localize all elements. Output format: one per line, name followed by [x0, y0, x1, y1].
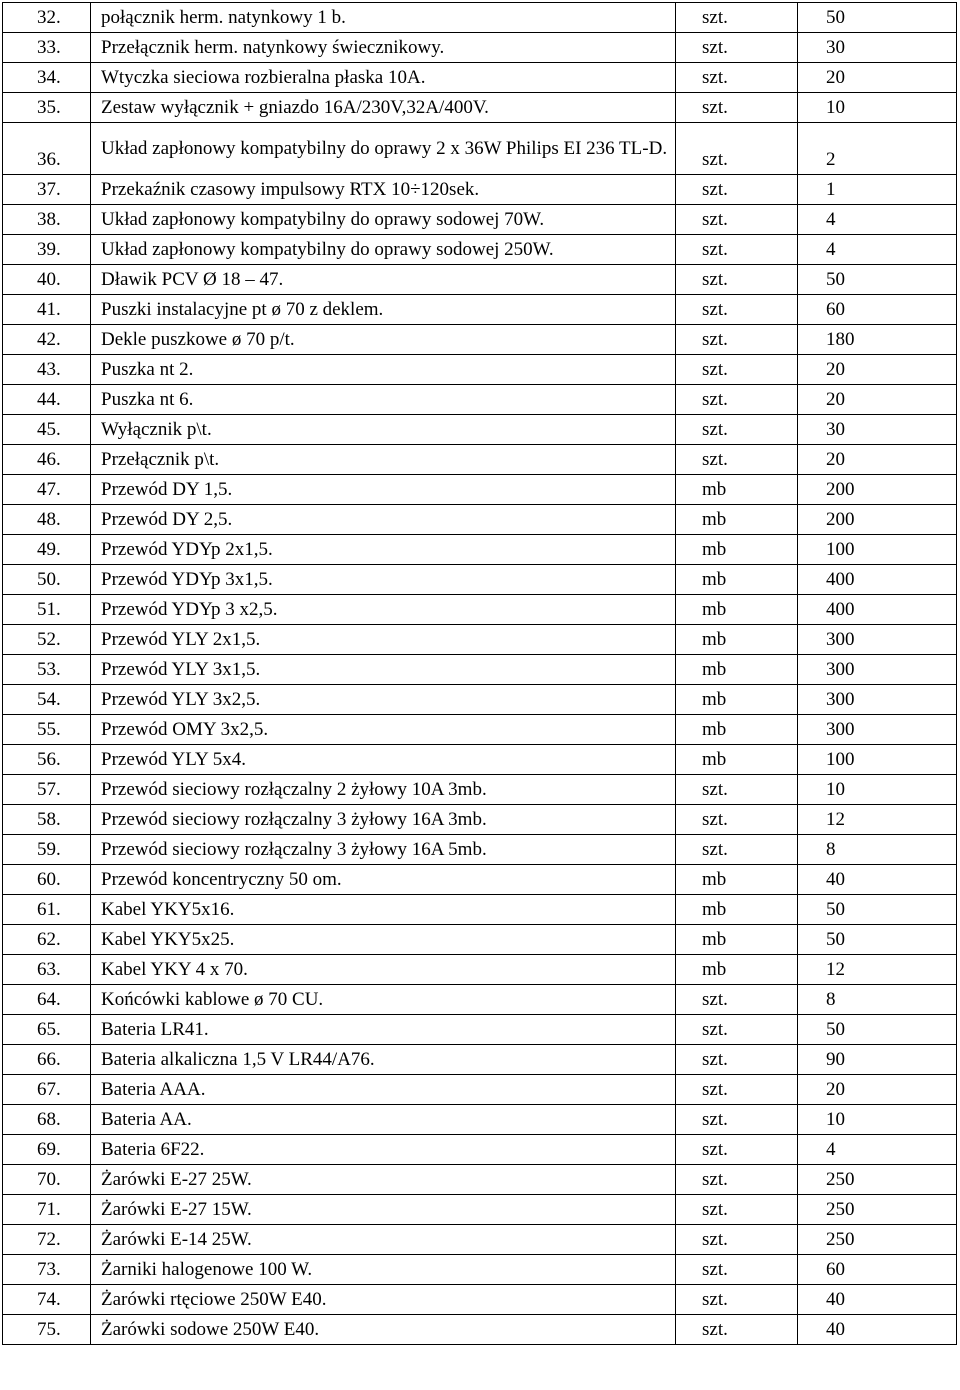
- item-quantity: 400: [798, 595, 957, 625]
- row-number: 47.: [3, 475, 91, 505]
- item-name: Układ zapłonowy kompatybilny do oprawy sodowej 70W.: [91, 205, 676, 235]
- item-quantity: 4: [798, 235, 957, 265]
- item-quantity: 60: [798, 295, 957, 325]
- table-row: [3, 415, 957, 445]
- row-number: 42.: [3, 325, 91, 355]
- item-name: Puszka nt 6.: [91, 385, 676, 415]
- item-unit: szt.: [676, 1165, 798, 1195]
- item-unit: szt.: [676, 1315, 798, 1345]
- item-name: Kabel YKY5x16.: [91, 895, 676, 925]
- item-name: Przewód YLY 3x1,5.: [91, 655, 676, 685]
- table-row: [3, 865, 957, 895]
- item-unit: szt.: [676, 3, 798, 33]
- item-unit: szt.: [676, 1225, 798, 1255]
- table-row: [3, 265, 957, 295]
- item-quantity: 300: [798, 655, 957, 685]
- item-name: Przekaźnik czasowy impulsowy RTX 10÷120sek.: [91, 175, 676, 205]
- table-row: [3, 385, 957, 415]
- item-unit: mb: [676, 505, 798, 535]
- row-number: 68.: [3, 1105, 91, 1135]
- item-unit: szt.: [676, 1195, 798, 1225]
- item-quantity: 4: [798, 205, 957, 235]
- item-name: Żarówki sodowe 250W E40.: [91, 1315, 676, 1345]
- item-unit: szt.: [676, 205, 798, 235]
- item-unit: mb: [676, 475, 798, 505]
- item-unit: szt.: [676, 385, 798, 415]
- item-quantity: 20: [798, 355, 957, 385]
- item-quantity: 50: [798, 925, 957, 955]
- item-quantity: 50: [798, 3, 957, 33]
- item-quantity: 10: [798, 93, 957, 123]
- table-row: [3, 1285, 957, 1315]
- item-name: Bateria AAA.: [91, 1075, 676, 1105]
- row-number: 48.: [3, 505, 91, 535]
- item-quantity: 12: [798, 955, 957, 985]
- row-number: 33.: [3, 33, 91, 63]
- item-name: Puszka nt 2.: [91, 355, 676, 385]
- table-row: [3, 33, 957, 63]
- table-row: [3, 93, 957, 123]
- row-number: 37.: [3, 175, 91, 205]
- row-number: 54.: [3, 685, 91, 715]
- table-row: [3, 1255, 957, 1285]
- item-unit: mb: [676, 655, 798, 685]
- item-name: Puszki instalacyjne pt ø 70 z deklem.: [91, 295, 676, 325]
- item-name: Końcówki kablowe ø 70 CU.: [91, 985, 676, 1015]
- item-quantity: 20: [798, 1075, 957, 1105]
- item-name: Żarówki E-27 15W.: [91, 1195, 676, 1225]
- item-quantity: 50: [798, 895, 957, 925]
- item-quantity: 200: [798, 505, 957, 535]
- item-quantity: 8: [798, 985, 957, 1015]
- items-table: [2, 2, 957, 1345]
- row-number: 38.: [3, 205, 91, 235]
- table-row: [3, 295, 957, 325]
- table-row: [3, 63, 957, 93]
- item-unit: szt.: [676, 175, 798, 205]
- item-quantity: 1: [798, 175, 957, 205]
- item-name: Przewód sieciowy rozłączalny 3 żyłowy 16A 5mb.: [91, 835, 676, 865]
- row-number: 58.: [3, 805, 91, 835]
- item-unit: mb: [676, 865, 798, 895]
- item-unit: szt.: [676, 93, 798, 123]
- item-quantity: 2: [798, 123, 957, 175]
- item-name: Żarniki halogenowe 100 W.: [91, 1255, 676, 1285]
- item-unit: szt.: [676, 355, 798, 385]
- item-unit: szt.: [676, 805, 798, 835]
- table-row: [3, 955, 957, 985]
- item-unit: mb: [676, 535, 798, 565]
- table-row: [3, 595, 957, 625]
- item-name: Bateria AA.: [91, 1105, 676, 1135]
- item-quantity: 250: [798, 1195, 957, 1225]
- item-unit: mb: [676, 595, 798, 625]
- item-unit: mb: [676, 715, 798, 745]
- item-name: Przewód DY 2,5.: [91, 505, 676, 535]
- table-row: [3, 565, 957, 595]
- item-quantity: 40: [798, 1285, 957, 1315]
- table-row: [3, 205, 957, 235]
- item-unit: szt.: [676, 1105, 798, 1135]
- row-number: 40.: [3, 265, 91, 295]
- row-number: 45.: [3, 415, 91, 445]
- row-number: 32.: [3, 3, 91, 33]
- item-name: Dławik PCV Ø 18 – 47.: [91, 265, 676, 295]
- item-quantity: 400: [798, 565, 957, 595]
- item-unit: szt.: [676, 325, 798, 355]
- table-row: [3, 1165, 957, 1195]
- item-name: Przełącznik p\t.: [91, 445, 676, 475]
- table-row: [3, 775, 957, 805]
- item-unit: mb: [676, 625, 798, 655]
- row-number: 55.: [3, 715, 91, 745]
- row-number: 39.: [3, 235, 91, 265]
- table-row: [3, 925, 957, 955]
- item-quantity: 200: [798, 475, 957, 505]
- table-row: [3, 715, 957, 745]
- item-quantity: 50: [798, 1015, 957, 1045]
- row-number: 70.: [3, 1165, 91, 1195]
- item-name: Przewód OMY 3x2,5.: [91, 715, 676, 745]
- item-quantity: 20: [798, 445, 957, 475]
- row-number: 53.: [3, 655, 91, 685]
- item-unit: szt.: [676, 445, 798, 475]
- row-number: 61.: [3, 895, 91, 925]
- row-number: 73.: [3, 1255, 91, 1285]
- item-name: Żarówki E-14 25W.: [91, 1225, 676, 1255]
- item-unit: szt.: [676, 295, 798, 325]
- item-unit: szt.: [676, 415, 798, 445]
- item-name: Żarówki E-27 25W.: [91, 1165, 676, 1195]
- row-number: 41.: [3, 295, 91, 325]
- row-number: 49.: [3, 535, 91, 565]
- item-quantity: 180: [798, 325, 957, 355]
- row-number: 71.: [3, 1195, 91, 1225]
- table-row: [3, 1105, 957, 1135]
- item-name: Żarówki rtęciowe 250W E40.: [91, 1285, 676, 1315]
- item-quantity: 30: [798, 33, 957, 63]
- item-unit: szt.: [676, 63, 798, 93]
- item-quantity: 300: [798, 625, 957, 655]
- table-row: [3, 1045, 957, 1075]
- item-unit: mb: [676, 565, 798, 595]
- item-unit: mb: [676, 925, 798, 955]
- row-number: 44.: [3, 385, 91, 415]
- item-quantity: 250: [798, 1225, 957, 1255]
- item-unit: szt.: [676, 265, 798, 295]
- row-number: 51.: [3, 595, 91, 625]
- item-quantity: 20: [798, 385, 957, 415]
- item-name: Przewód YLY 5x4.: [91, 745, 676, 775]
- item-name: Przewód sieciowy rozłączalny 2 żyłowy 10A 3mb.: [91, 775, 676, 805]
- table-row: [3, 175, 957, 205]
- table-row: [3, 535, 957, 565]
- row-number: 67.: [3, 1075, 91, 1105]
- table-row: [3, 505, 957, 535]
- item-quantity: 12: [798, 805, 957, 835]
- row-number: 72.: [3, 1225, 91, 1255]
- item-unit: szt.: [676, 235, 798, 265]
- row-number: 64.: [3, 985, 91, 1015]
- item-quantity: 30: [798, 415, 957, 445]
- item-name: Przewód YDYp 3 x2,5.: [91, 595, 676, 625]
- row-number: 69.: [3, 1135, 91, 1165]
- table-row: [3, 445, 957, 475]
- item-name: Zestaw wyłącznik + gniazdo 16A/230V,32A/400V.: [91, 93, 676, 123]
- row-number: 43.: [3, 355, 91, 385]
- table-row: [3, 895, 957, 925]
- table-row: [3, 3, 957, 33]
- item-unit: mb: [676, 745, 798, 775]
- item-unit: szt.: [676, 1015, 798, 1045]
- item-unit: mb: [676, 955, 798, 985]
- item-name: Wyłącznik p\t.: [91, 415, 676, 445]
- table-row: [3, 805, 957, 835]
- item-name: Przewód sieciowy rozłączalny 3 żyłowy 16A 3mb.: [91, 805, 676, 835]
- item-quantity: 40: [798, 1315, 957, 1345]
- table-row: [3, 1225, 957, 1255]
- item-quantity: 300: [798, 685, 957, 715]
- item-quantity: 90: [798, 1045, 957, 1075]
- item-name: Układ zapłonowy kompatybilny do oprawy 2 x 36W Philips EI 236 TL-D.: [91, 123, 676, 175]
- item-quantity: 20: [798, 63, 957, 93]
- item-unit: szt.: [676, 1135, 798, 1165]
- item-quantity: 100: [798, 745, 957, 775]
- table-row: [3, 745, 957, 775]
- row-number: 66.: [3, 1045, 91, 1075]
- row-number: 59.: [3, 835, 91, 865]
- item-name: Przewód YDYp 3x1,5.: [91, 565, 676, 595]
- row-number: 60.: [3, 865, 91, 895]
- table-row: [3, 235, 957, 265]
- item-quantity: 10: [798, 775, 957, 805]
- table-row: [3, 1315, 957, 1345]
- item-quantity: 8: [798, 835, 957, 865]
- item-quantity: 60: [798, 1255, 957, 1285]
- item-quantity: 300: [798, 715, 957, 745]
- table-row: [3, 1135, 957, 1165]
- item-name: Układ zapłonowy kompatybilny do oprawy sodowej 250W.: [91, 235, 676, 265]
- item-name: Kabel YKY 4 x 70.: [91, 955, 676, 985]
- item-name: połącznik herm. natynkowy 1 b.: [91, 3, 676, 33]
- row-number: 56.: [3, 745, 91, 775]
- row-number: 57.: [3, 775, 91, 805]
- row-number: 63.: [3, 955, 91, 985]
- items-table-body: [3, 3, 957, 1345]
- item-unit: szt.: [676, 985, 798, 1015]
- item-unit: mb: [676, 895, 798, 925]
- item-quantity: 50: [798, 265, 957, 295]
- item-name: Przewód koncentryczny 50 om.: [91, 865, 676, 895]
- table-row: [3, 985, 957, 1015]
- item-quantity: 250: [798, 1165, 957, 1195]
- table-row: [3, 325, 957, 355]
- item-unit: szt.: [676, 835, 798, 865]
- item-unit: szt.: [676, 1255, 798, 1285]
- table-row: [3, 355, 957, 385]
- item-unit: szt.: [676, 1045, 798, 1075]
- table-row: [3, 625, 957, 655]
- item-name: Przewód YDYp 2x1,5.: [91, 535, 676, 565]
- item-unit: szt.: [676, 33, 798, 63]
- row-number: 62.: [3, 925, 91, 955]
- item-unit: szt.: [676, 775, 798, 805]
- item-unit: szt.: [676, 123, 798, 175]
- row-number: 34.: [3, 63, 91, 93]
- row-number: 46.: [3, 445, 91, 475]
- table-row: [3, 123, 957, 175]
- table-row: [3, 1075, 957, 1105]
- item-name: Bateria LR41.: [91, 1015, 676, 1045]
- item-name: Przewód DY 1,5.: [91, 475, 676, 505]
- item-name: Przewód YLY 2x1,5.: [91, 625, 676, 655]
- item-quantity: 10: [798, 1105, 957, 1135]
- table-row: [3, 475, 957, 505]
- row-number: 75.: [3, 1315, 91, 1345]
- row-number: 36.: [3, 123, 91, 175]
- table-row: [3, 1015, 957, 1045]
- item-name: Wtyczka sieciowa rozbieralna płaska 10A.: [91, 63, 676, 93]
- row-number: 65.: [3, 1015, 91, 1045]
- table-row: [3, 685, 957, 715]
- item-name: Bateria alkaliczna 1,5 V LR44/A76.: [91, 1045, 676, 1075]
- item-quantity: 40: [798, 865, 957, 895]
- item-unit: szt.: [676, 1285, 798, 1315]
- item-unit: mb: [676, 685, 798, 715]
- table-row: [3, 1195, 957, 1225]
- row-number: 50.: [3, 565, 91, 595]
- item-unit: szt.: [676, 1075, 798, 1105]
- item-name: Kabel YKY5x25.: [91, 925, 676, 955]
- item-name: Przełącznik herm. natynkowy świecznikowy.: [91, 33, 676, 63]
- row-number: 52.: [3, 625, 91, 655]
- item-name: Dekle puszkowe ø 70 p/t.: [91, 325, 676, 355]
- table-row: [3, 835, 957, 865]
- item-name: Bateria 6F22.: [91, 1135, 676, 1165]
- row-number: 35.: [3, 93, 91, 123]
- item-quantity: 4: [798, 1135, 957, 1165]
- row-number: 74.: [3, 1285, 91, 1315]
- item-quantity: 100: [798, 535, 957, 565]
- table-row: [3, 655, 957, 685]
- item-name: Przewód YLY 3x2,5.: [91, 685, 676, 715]
